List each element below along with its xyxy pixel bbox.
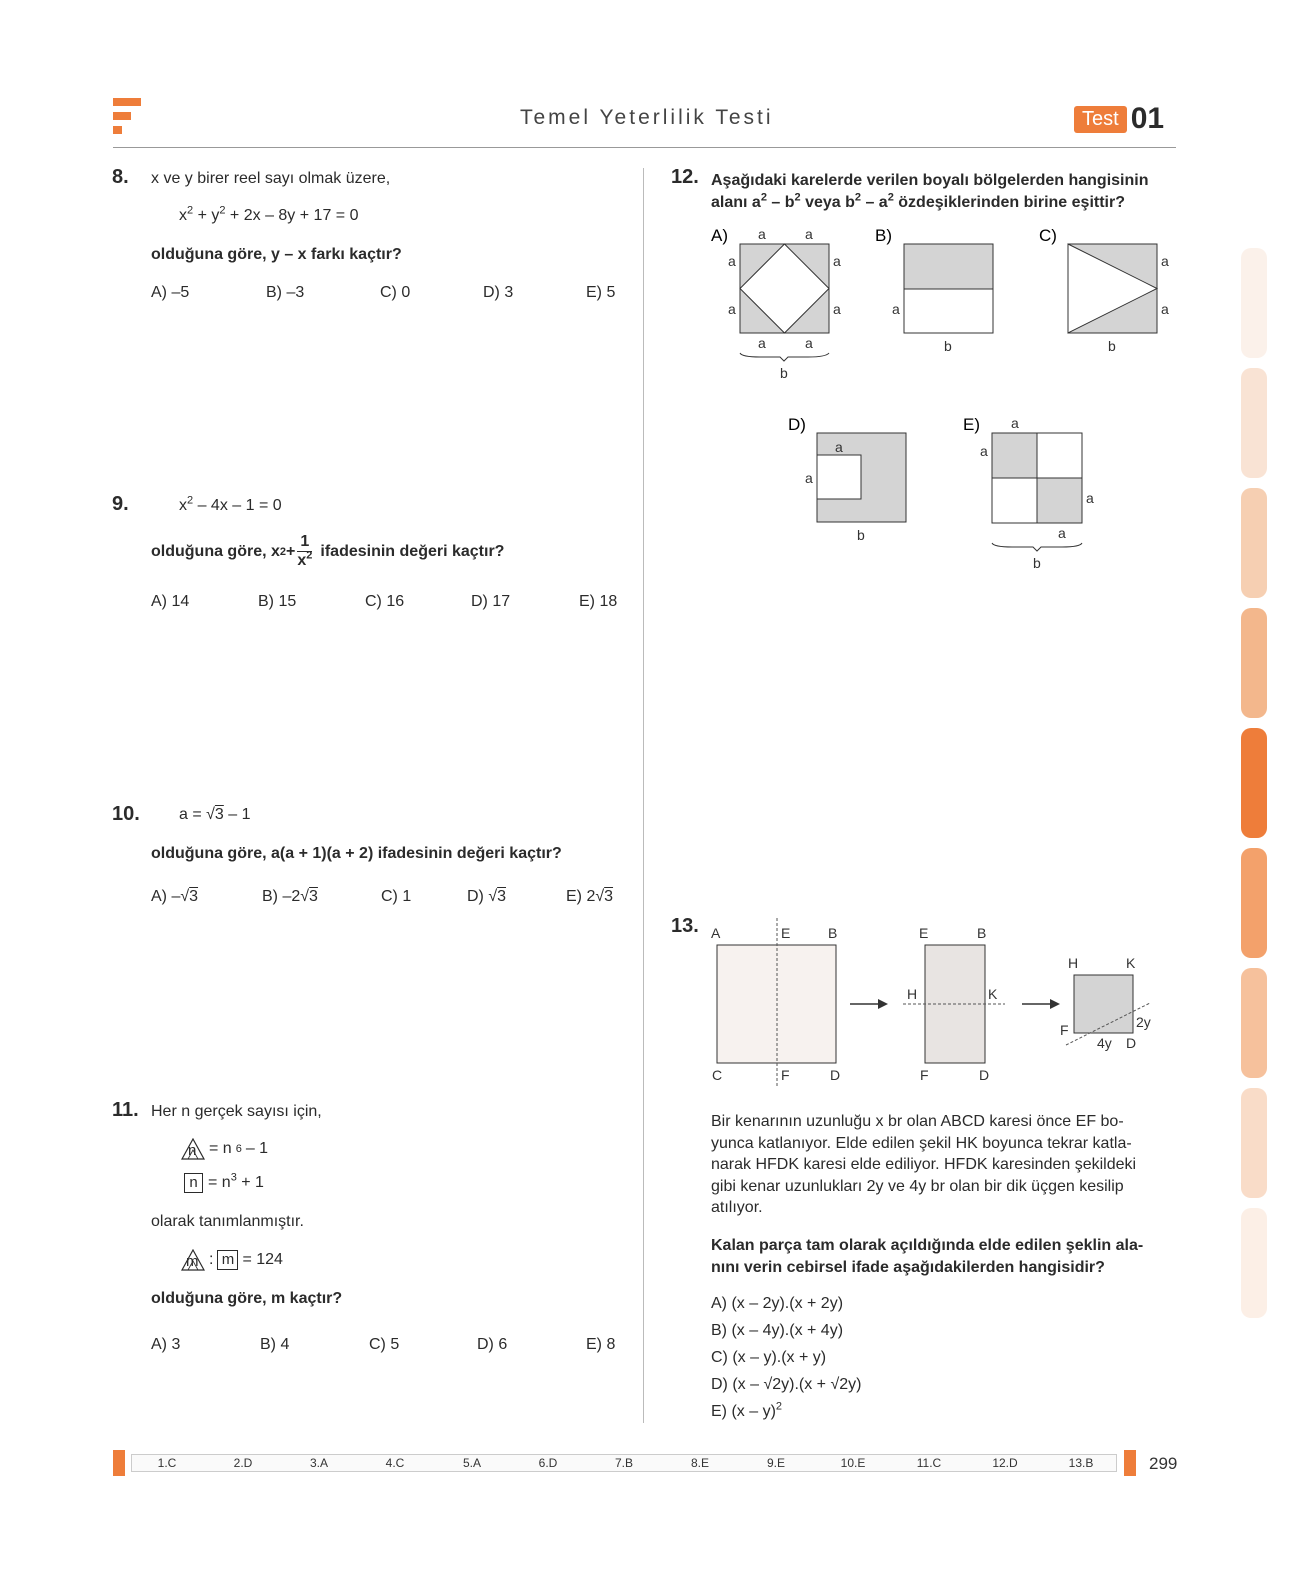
triangle-operator-icon: n: [181, 1138, 205, 1160]
svg-text:C: C: [712, 1067, 723, 1083]
q13-number: 13.: [671, 915, 699, 937]
q12-fig-e-bl: [992, 478, 1037, 523]
svg-text:a: a: [728, 301, 736, 317]
q8-option-e[interactable]: E) 5: [586, 284, 616, 301]
q8-option-a[interactable]: A) –5: [151, 284, 190, 301]
q11-option-e[interactable]: E) 8: [586, 1336, 616, 1353]
page-number: 299: [1149, 1454, 1178, 1473]
q10-equation: a = √3 – 1: [179, 806, 251, 823]
q9-option-a[interactable]: A) 14: [151, 593, 190, 610]
q13-option-e[interactable]: E) (x – y)$^2$: [711, 1400, 783, 1420]
svg-text:D: D: [1126, 1035, 1137, 1051]
svg-text:a: a: [1011, 415, 1019, 431]
svg-text:4y: 4y: [1097, 1035, 1112, 1051]
q11-number: 11.: [112, 1099, 139, 1121]
q8-number: 8.: [112, 166, 129, 188]
q11-option-d[interactable]: D) 6: [477, 1336, 508, 1353]
svg-text:a: a: [1086, 490, 1094, 506]
svg-text:b: b: [944, 338, 952, 354]
answer-key-4: 4.C: [385, 1456, 405, 1470]
svg-text:B: B: [977, 925, 987, 941]
answer-key-5: 5.A: [462, 1456, 481, 1470]
square-operator-icon: n: [184, 1173, 203, 1193]
svg-text:D: D: [830, 1067, 841, 1083]
q12-fig-b-shaded: [904, 244, 993, 289]
svg-text:a: a: [892, 301, 900, 317]
q8-equation: $x^2 + y^2 + 2x - 8y + 17 = 0$: [179, 204, 359, 224]
q12-label-e: E): [963, 415, 980, 434]
q10-option-b[interactable]: B) –2√3: [262, 888, 318, 905]
q9-option-c[interactable]: C) 16: [365, 593, 405, 610]
svg-text:a: a: [728, 253, 736, 269]
svg-text:a: a: [980, 443, 988, 459]
q10-option-d[interactable]: D) √3: [467, 888, 507, 905]
q10-option-a[interactable]: A) –√3: [151, 888, 199, 905]
q11-intro: Her n gerçek sayısı için,: [151, 1103, 322, 1120]
q11-option-c[interactable]: C) 5: [369, 1336, 400, 1353]
answer-key-8: 8.E: [690, 1456, 709, 1470]
q8-option-b[interactable]: B) –3: [266, 284, 305, 301]
q11-question: olduğuna göre, m kaçtır?: [151, 1290, 343, 1307]
svg-text:a: a: [1161, 253, 1169, 269]
test-badge: Test: [1074, 106, 1127, 133]
q8-option-d[interactable]: D) 3: [483, 284, 514, 301]
svg-text:a: a: [805, 226, 813, 242]
q12-label-c: C): [1039, 226, 1057, 245]
q13-option-d[interactable]: D) (x – √2y).(x + √2y): [711, 1376, 862, 1393]
svg-text:a: a: [1058, 525, 1066, 541]
q11-option-a[interactable]: A) 3: [151, 1336, 181, 1353]
q11-def-triangle: n = n 6 – 1: [181, 1138, 268, 1160]
svg-text:b: b: [780, 365, 788, 381]
svg-text:A: A: [711, 925, 721, 941]
q13-question: Kalan parça tam olarak açıldığında elde edilen şeklin ala- nını verin cebirsel ifade aşağıdakilerden hangisidir?: [711, 1237, 1144, 1276]
answer-key-1: 1.C: [157, 1456, 177, 1470]
q12-number: 12.: [671, 166, 699, 188]
q10-question: olduğuna göre, a(a + 1)(a + 2) ifadesinin değeri kaçtır?: [151, 845, 562, 862]
svg-text:a: a: [833, 301, 841, 317]
q12-fig-d-inner: [817, 455, 861, 499]
q11-equation: m : m = 124: [181, 1249, 283, 1271]
answer-key-3: 3.A: [309, 1456, 328, 1470]
svg-text:E: E: [919, 925, 929, 941]
q10-number: 10.: [112, 803, 140, 825]
svg-text:2y: 2y: [1136, 1014, 1151, 1030]
page-header-title: Temel Yeterlilik Testi: [520, 106, 774, 129]
answer-key-10: 10.E: [840, 1456, 866, 1470]
svg-text:a: a: [758, 335, 766, 351]
q8-intro: x ve y birer reel sayı olmak üzere,: [151, 170, 391, 187]
svg-text:a: a: [833, 253, 841, 269]
q8-question: olduğuna göre, y – x farkı kaçtır?: [151, 246, 402, 263]
svg-text:D: D: [979, 1067, 990, 1083]
q13-option-b[interactable]: B) (x – 4y).(x + 4y): [711, 1322, 844, 1339]
q12-label-a: A): [711, 226, 728, 245]
answer-key-12: 12.D: [992, 1456, 1018, 1470]
q12-fig-e-tr: [1037, 433, 1082, 478]
svg-text:a: a: [1161, 301, 1169, 317]
answer-key-13: 13.B: [1068, 1456, 1094, 1470]
svg-text:B: B: [828, 925, 838, 941]
q13-paragraph: Bir kenarının uzunluğu x br olan ABCD karesi önce EF bo- yunca katlanıyor. Elde edilen şekil HK boyunca tekrar katla- narak HFDK karesi elde ediliyor. HFDK karesinden şekildeki gibi kenar uzunlukları 2y ve 4y br olan bir dik üçgen kesilip atılıyor.: [711, 1113, 1137, 1216]
q10-option-c[interactable]: C) 1: [381, 888, 412, 905]
q11-def-square: n = $n^3 + 1$: [184, 1173, 264, 1193]
q9-option-d[interactable]: D) 17: [471, 593, 511, 610]
q9-fraction: $\frac{1}{x^2}$: [297, 533, 313, 569]
svg-text:a: a: [805, 470, 813, 486]
q9-option-e[interactable]: E) 18: [579, 593, 618, 610]
q9-equation: $x^2 - 4x - 1 = 0$: [179, 494, 282, 514]
q12-label-d: D): [788, 415, 806, 434]
q12-label-b: B): [875, 226, 892, 245]
svg-text:a: a: [758, 226, 766, 242]
test-number: 01: [1130, 102, 1165, 135]
q9-option-b[interactable]: B) 15: [258, 593, 297, 610]
svg-text:E: E: [781, 925, 791, 941]
q13-option-c[interactable]: C) (x – y).(x + y): [711, 1349, 827, 1366]
svg-text:b: b: [1033, 555, 1041, 571]
q12-fig-e-br: [1037, 478, 1082, 523]
q11-defined-text: olarak tanımlanmıştır.: [151, 1213, 304, 1230]
q12-question: Aşağıdaki karelerde verilen boyalı bölgelerden hangisinin alanı $a^2 - b^2$ veya $b^2 - a^2$ özdeşiklerinden birine eşittir?: [711, 172, 1149, 211]
svg-text:F: F: [781, 1067, 790, 1083]
q12-fig-e-tl: [992, 433, 1037, 478]
q13-fig-hfdk: [1074, 975, 1133, 1033]
answer-key-7: 7.B: [614, 1456, 633, 1470]
footer-left-marker: [113, 1450, 125, 1476]
svg-text:K: K: [988, 986, 998, 1002]
svg-text:a: a: [835, 439, 843, 455]
square-m-icon: m: [217, 1250, 238, 1270]
triangle-m-icon: m: [181, 1249, 205, 1271]
svg-text:b: b: [857, 527, 865, 543]
q9-number: 9.: [112, 493, 129, 515]
q11-option-b[interactable]: B) 4: [260, 1336, 290, 1353]
svg-text:K: K: [1126, 955, 1136, 971]
svg-text:a: a: [805, 335, 813, 351]
answer-key-6: 6.D: [538, 1456, 558, 1470]
answer-key-11: 11.C: [916, 1456, 942, 1470]
q10-option-e[interactable]: E) 2√3: [566, 888, 614, 905]
answer-key-9: 9.E: [766, 1456, 785, 1470]
footer-right-marker: [1124, 1450, 1136, 1476]
svg-text:H: H: [907, 986, 918, 1002]
svg-text:b: b: [1108, 338, 1116, 354]
svg-text:H: H: [1068, 955, 1079, 971]
answer-key-2: 2.D: [233, 1456, 253, 1470]
svg-text:F: F: [920, 1067, 929, 1083]
q9-question: olduğuna göre, x 2 + $\frac{1}{x^2}$ ifadesinin değeri kaçtır?: [151, 533, 505, 569]
q13-option-a[interactable]: A) (x – 2y).(x + 2y): [711, 1295, 844, 1312]
svg-text:F: F: [1060, 1022, 1069, 1038]
q8-option-c[interactable]: C) 0: [380, 284, 411, 301]
